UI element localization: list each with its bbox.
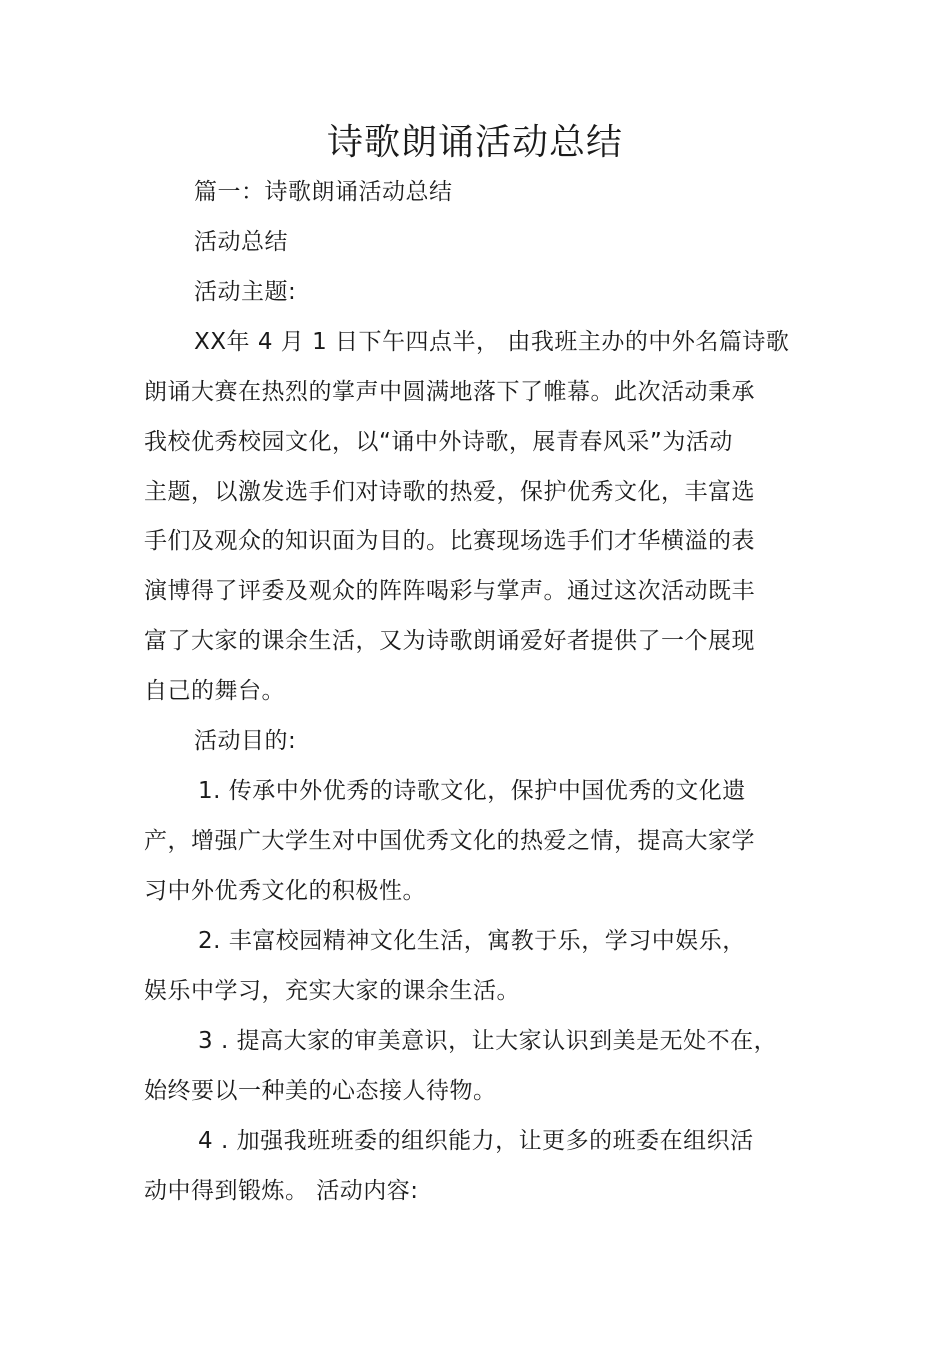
list-item-line: 产，增强广大学生对中国优秀文化的热爱之情，提高大家学 (144, 828, 755, 854)
paragraph-line: 主题，以激发选手们对诗歌的热爱，保护优秀文化，丰富选 (144, 479, 755, 505)
paragraph-line: 我校优秀校园文化，以“诵中外诗歌，展青春风采”为活动 (144, 429, 733, 455)
list-item-line: 习中外优秀文化的积极性。 (144, 878, 426, 904)
subheading-theme: 活动主题: (194, 279, 297, 305)
list-item-line: 3 . 提高大家的审美意识，让大家认识到美是无处不在， (198, 1028, 778, 1054)
list-item-line: 2. 丰富校园精神文化生活，寓教于乐，学习中娱乐， (198, 928, 746, 954)
subheading-purpose: 活动目的: (194, 728, 297, 754)
paragraph-line: 演博得了评委及观众的阵阵喝彩与掌声。通过这次活动既丰 (144, 578, 755, 604)
subheading-summary: 活动总结 (194, 229, 288, 255)
paragraph-line: XX年 4 月 1 日下午四点半， 由我班主办的中外名篇诗歌 (194, 329, 790, 355)
paragraph-line: 朗诵大赛在热烈的掌声中圆满地落下了帷幕。此次活动秉承 (144, 379, 755, 405)
list-item-line: 始终要以一种美的心态接人待物。 (144, 1078, 497, 1104)
paragraph-line: 富了大家的课余生活，又为诗歌朗诵爱好者提供了一个展现 (144, 628, 755, 654)
list-item-line: 1. 传承中外优秀的诗歌文化，保护中国优秀的文化遗 (198, 778, 746, 804)
paragraph-line: 手们及观众的知识面为目的。比赛现场选手们才华横溢的表 (144, 528, 755, 554)
document-title: 诗歌朗诵活动总结 (326, 122, 623, 163)
list-item-line: 娱乐中学习，充实大家的课余生活。 (144, 978, 520, 1004)
list-item-line: 4 . 加强我班班委的组织能力，让更多的班委在组织活 (198, 1128, 754, 1154)
list-item-line: 动中得到锻炼。 活动内容: (144, 1178, 419, 1204)
paragraph-line: 自己的舞台。 (144, 678, 285, 704)
section-heading: 篇一：诗歌朗诵活动总结 (194, 179, 453, 205)
